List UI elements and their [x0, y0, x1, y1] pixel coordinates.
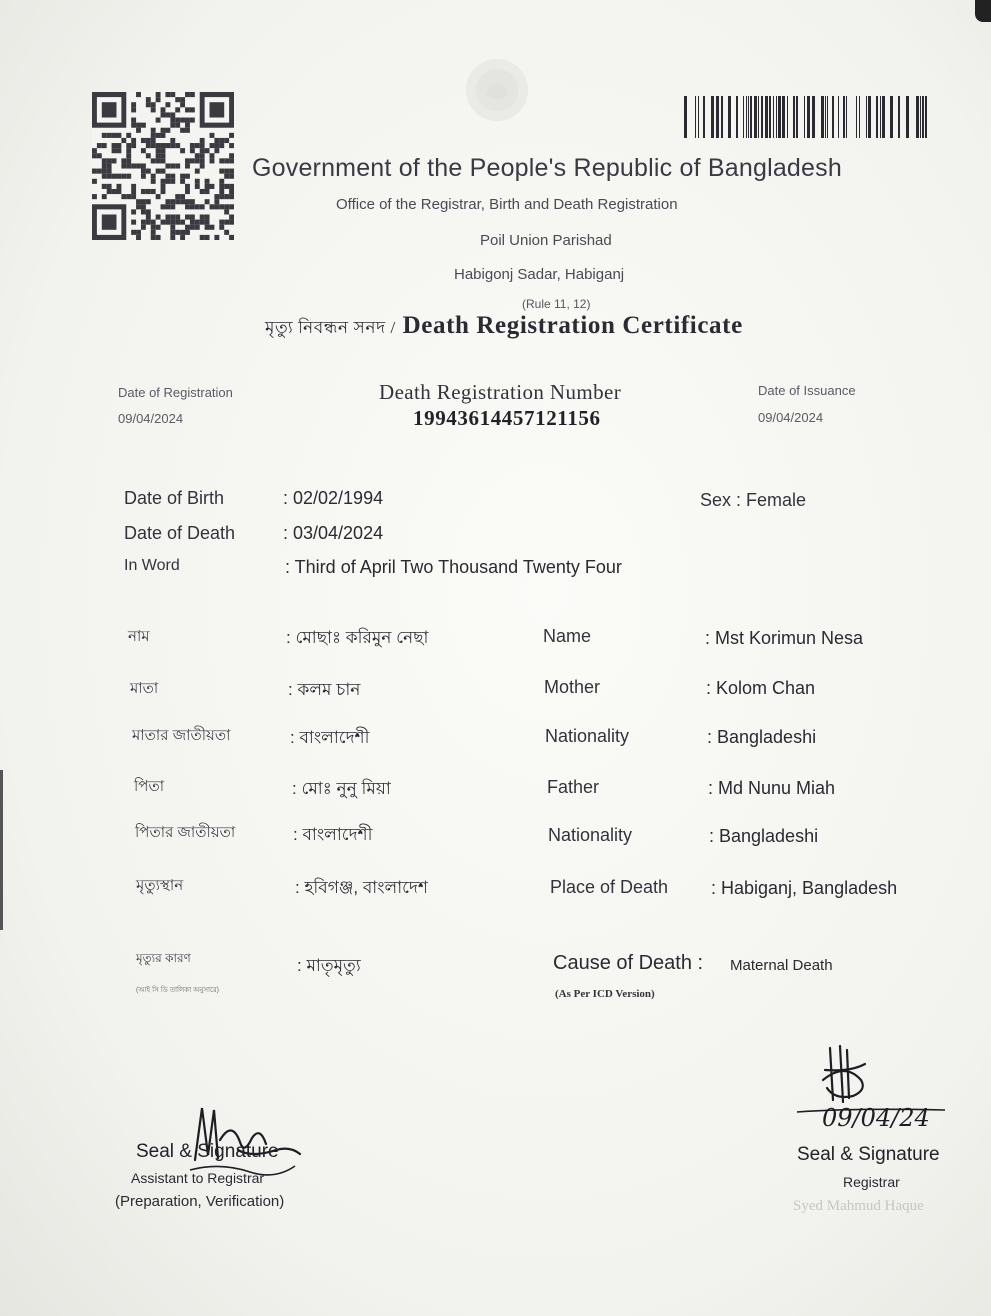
name-label: Name	[543, 626, 592, 646]
father-nationality-label: Nationality	[548, 825, 633, 845]
certificate-title	[265, 312, 743, 343]
registrar-faded-name: Syed Mahmud Haque	[793, 1198, 924, 1214]
registration-date-value: 09/04/2024	[118, 411, 184, 426]
father-nationality-value: : Bangladeshi	[709, 826, 819, 846]
field-bn-label: নাম	[128, 628, 150, 645]
name-value: : Mst Korimun Nesa	[705, 628, 864, 648]
sex-value: Sex : Female	[700, 490, 807, 510]
icd-note: (As Per ICD Version)	[555, 988, 655, 1000]
rule-reference: (Rule 11, 12)	[522, 297, 591, 311]
death-date-label: Date of Death	[124, 523, 236, 543]
place-of-death-label: Place of Death	[550, 877, 669, 897]
government-emblem-icon	[458, 55, 536, 125]
field-bn-value: : হবিগঞ্জ, বাংলাদেশ	[295, 878, 428, 897]
qr-code	[92, 92, 234, 240]
registrar-role: Registrar	[843, 1174, 900, 1190]
field-bn-value: : কলম চান	[288, 680, 361, 699]
field-bn-label: পিতার জাতীয়তা	[135, 824, 236, 841]
in-word-label: In Word	[124, 557, 180, 574]
field-bn-value: : মোঃ নুনু মিয়া	[292, 779, 391, 798]
cause-bn-value: : মাতৃমৃত্যু	[297, 956, 361, 975]
death-date-value: : 03/04/2024	[283, 523, 384, 543]
district-name: Habigonj Sadar, Habiganj	[454, 266, 625, 283]
registration-date-label: Date of Registration	[118, 385, 233, 400]
field-bn-label: মাতা	[130, 680, 159, 697]
barcode	[684, 96, 930, 138]
cause-of-death-value: Maternal Death	[730, 957, 833, 974]
preparation-note: (Preparation, Verification)	[115, 1193, 285, 1210]
certificate-title-bn: মৃত্যু নিবন্ধন সনদ /	[265, 318, 396, 337]
field-bn-value: : মোছাঃ করিমুন নেছা	[286, 628, 429, 647]
registration-number-label: Death Registration Number	[379, 380, 622, 404]
issuance-date-label: Date of Issuance	[758, 383, 856, 398]
cause-bn-note: (আই সি ডি তালিকা অনুসারে)	[136, 987, 220, 994]
issuance-date-value: 09/04/2024	[758, 410, 824, 425]
edge-mark	[0, 770, 3, 930]
right-seal-label: Seal & Signature	[797, 1144, 940, 1165]
registrar-signature-date: 09/04/24	[822, 1104, 930, 1132]
union-name: Poil Union Parishad	[480, 232, 612, 249]
field-bn-value: : বাংলাদেশী	[290, 728, 370, 747]
in-word-value: : Third of April Two Thousand Twenty Four	[285, 557, 622, 577]
place-of-death-value: : Habiganj, Bangladesh	[711, 878, 898, 898]
field-bn-label: মাতার জাতীয়তা	[132, 727, 231, 744]
birth-date-label: Date of Birth	[124, 488, 225, 508]
mother-value: : Kolom Chan	[706, 678, 816, 698]
office-name: Office of the Registrar, Birth and Death Registration	[336, 196, 678, 213]
assistant-role: Assistant to Registrar	[131, 1170, 265, 1186]
field-bn-label: মৃত্যুস্থান	[136, 877, 184, 894]
birth-date-value: : 02/02/1994	[283, 488, 384, 508]
field-bn-value: : বাংলাদেশী	[293, 825, 373, 844]
mother-nationality-label: Nationality	[545, 726, 630, 746]
cause-bn-label: মৃত্যুর কারণ	[136, 951, 191, 965]
father-value: : Md Nunu Miah	[708, 778, 836, 798]
certificate-title-en: Death Registration Certificate	[402, 312, 743, 339]
mother-nationality-value: : Bangladeshi	[707, 727, 817, 747]
cause-of-death-label: Cause of Death :	[553, 952, 704, 974]
corner-mark	[975, 0, 991, 22]
government-title: Government of the People's Republic of Bangladesh	[252, 154, 842, 182]
field-bn-label: পিতা	[134, 778, 165, 795]
father-label: Father	[547, 777, 600, 797]
mother-label: Mother	[544, 677, 601, 697]
registration-number-value: 19943614457121156	[413, 406, 601, 430]
left-seal-label: Seal & Signature	[136, 1141, 279, 1162]
